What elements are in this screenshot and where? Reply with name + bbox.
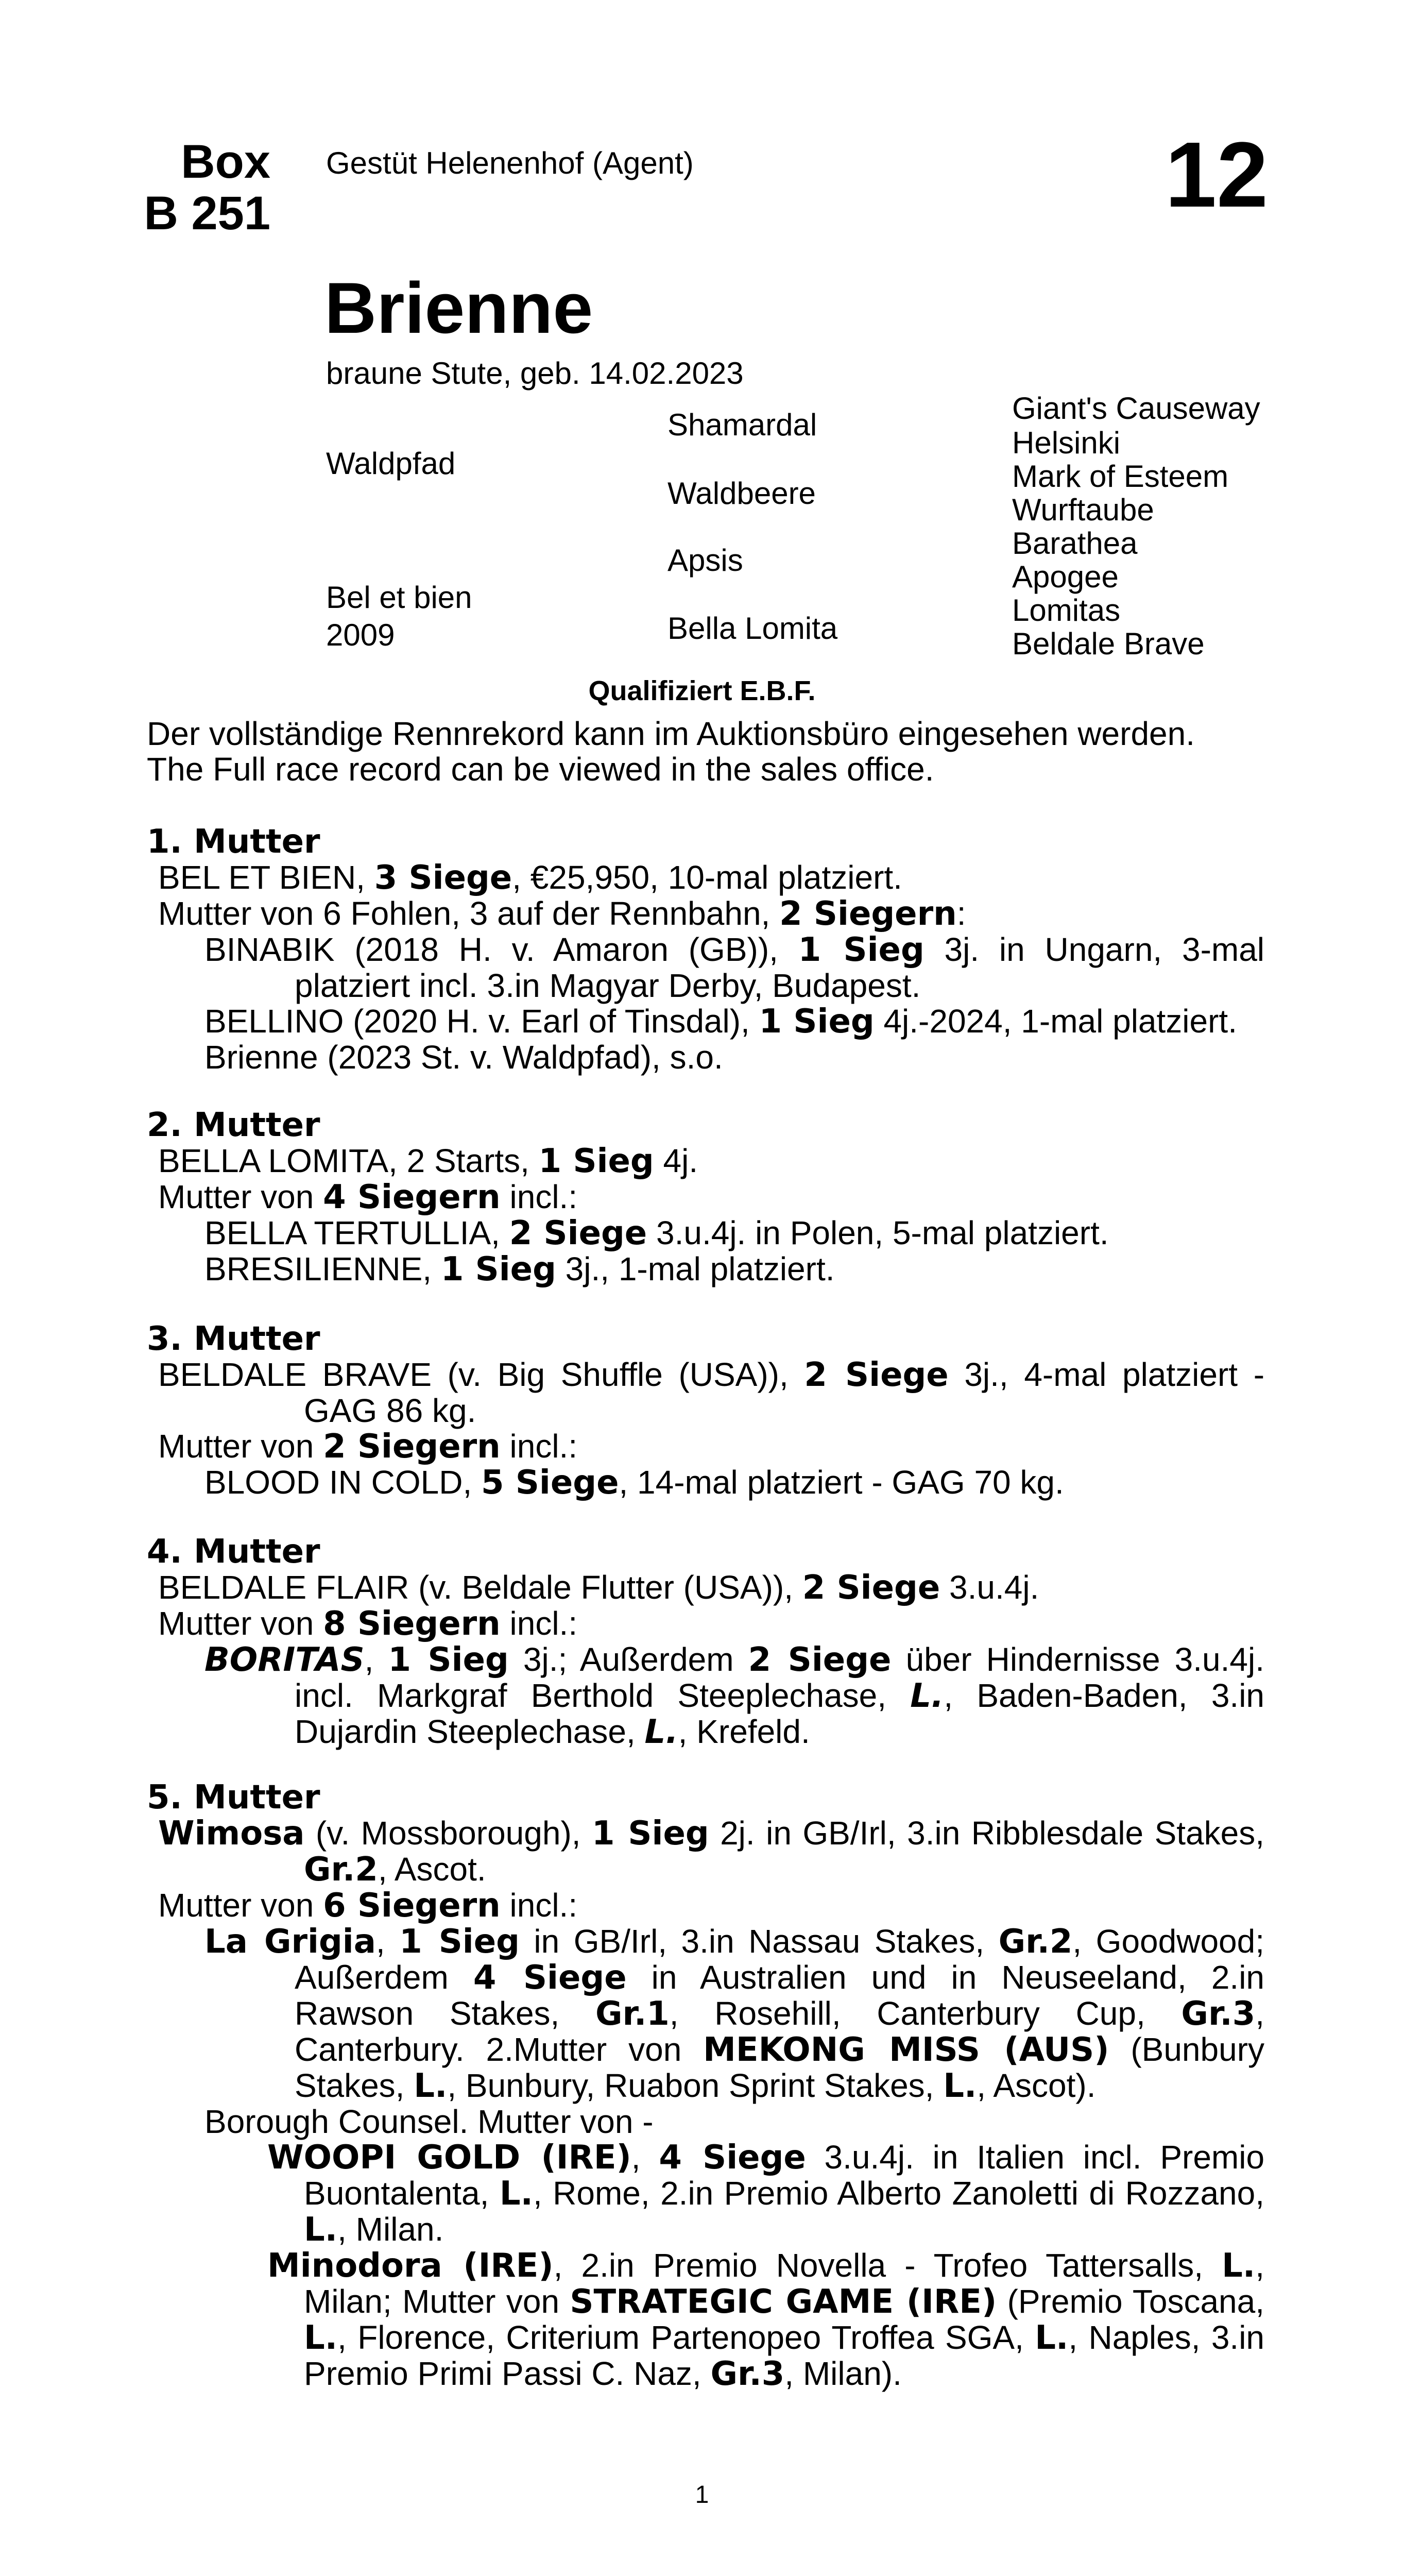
page-number: 1 [695, 2481, 709, 2509]
section-2-mutter [147, 1108, 1264, 1287]
pedigree-gen3-8: Beldale Brave [1012, 626, 1205, 661]
intro-line-de: Der vollständige Rennrekord kann im Auktionsbüro eingesehen werden. [147, 715, 1195, 752]
produce-summary: Mutter von 6 Siegern incl.: [158, 1887, 578, 1925]
pedigree-dam-dam: Bella Lomita [667, 611, 838, 646]
pedigree-sire-sire: Shamardal [667, 408, 817, 442]
produce-entry: WOOPI GOLD (IRE), 4 Siege 3.u.4j. in Italien incl. Premio Buontalenta, L., Rome, 2.in Premio Alberto Zanoletti di Rozzano, L., Milan. [267, 2139, 1265, 2249]
section-heading: 5. Mutter [147, 1778, 320, 1817]
section-1-mutter [147, 824, 1264, 1075]
section-4-mutter [147, 1534, 1264, 1750]
produce-entry: BINABIK (2018 H. v. Amaron (GB)), 1 Sieg 3j. in Ungarn, 3-mal platziert incl. 3.in Magyar Derby, Budapest. [204, 931, 1264, 1004]
pedigree-gen3-6: Apogee [1012, 560, 1119, 594]
produce-entry: BELLA TERTULLIA, 2 Siege 3.u.4j. in Polen, 5-mal platziert. [204, 1214, 1109, 1252]
produce-summary: Mutter von 6 Fohlen, 3 auf der Rennbahn, 2 Siegern: [158, 895, 966, 933]
box-label [139, 135, 270, 240]
produce-entry: BELLINO (2020 H. v. Earl of Tinsdal), 1 Sieg 4j.-2024, 1-mal platziert. [204, 1003, 1237, 1041]
produce-entry: Borough Counsel. Mutter von - [204, 2103, 654, 2140]
intro-text [147, 716, 1195, 787]
pedigree-sire-dam: Waldbeere [667, 476, 816, 511]
section-3-mutter [147, 1321, 1264, 1501]
dam-entry: BELDALE BRAVE (v. Big Shuffle (USA)), 2 Siege 3j., 4-mal platziert - GAG 86 kg. [158, 1356, 1264, 1429]
dam-entry: BEL ET BIEN, 3 Siege, €25,950, 10-mal platziert. [158, 859, 902, 897]
produce-summary: Mutter von 4 Siegern incl.: [158, 1178, 578, 1216]
box-label-line2: B 251 [144, 187, 270, 240]
dam-entry: BELDALE FLAIR (v. Beldale Flutter (USA)), 2 Siege 3.u.4j. [158, 1569, 1039, 1607]
section-heading: 2. Mutter [147, 1106, 320, 1144]
pedigree-gen3-4: Wurftaube [1012, 493, 1154, 527]
pedigree-gen3-3: Mark of Esteem [1012, 459, 1229, 494]
section-heading: 4. Mutter [147, 1533, 320, 1571]
horse-description: braune Stute, geb. 14.02.2023 [326, 356, 744, 391]
produce-entry: BRESILIENNE, 1 Sieg 3j., 1-mal platziert. [204, 1250, 835, 1289]
section-heading: 1. Mutter [147, 823, 320, 861]
produce-entry: Minodora (IRE), 2.in Premio Novella - Trofeo Tattersalls, L., Milan; Mutter von STRATEGIC GAME (IRE) (Premio Toscana, L., Florence, Criterium Partenopeo Troffea SGA, L., Naples, 3.in Premio Primi Passi C. Naz, Gr.3, Milan). [267, 2247, 1265, 2393]
qualification: Qualifiziert E.B.F. [588, 675, 816, 706]
pedigree-gen3-2: Helsinki [1012, 426, 1121, 460]
box-label-line1: Box [181, 135, 270, 188]
consignor: Gestüt Helenenhof (Agent) [326, 146, 694, 180]
horse-name: Brienne [324, 267, 593, 348]
produce-summary: Mutter von 2 Siegern incl.: [158, 1428, 578, 1466]
pedigree-gen3-1: Giant's Causeway [1012, 391, 1260, 426]
produce-entry: BLOOD IN COLD, 5 Siege, 14-mal platziert - GAG 70 kg. [204, 1464, 1064, 1502]
pedigree-dam-year: 2009 [326, 618, 395, 652]
produce-entry: BORITAS, 1 Sieg 3j.; Außerdem 2 Siege über Hindernisse 3.u.4j. incl. Markgraf Berthold Steeplechase, L., Baden-Baden, 3.in Dujardin Steeplechase, L., Krefeld. [204, 1641, 1265, 1751]
pedigree-gen3-5: Barathea [1012, 526, 1138, 561]
produce-entry: Brienne (2023 St. v. Waldpfad), s.o. [204, 1039, 723, 1076]
section-5-mutter [147, 1780, 1264, 2392]
dam-entry: Wimosa (v. Mossborough), 1 Sieg 2j. in GB/Irl, 3.in Ribblesdale Stakes, Gr.2, Ascot. [158, 1815, 1264, 1889]
dam-entry: BELLA LOMITA, 2 Starts, 1 Sieg 4j. [158, 1142, 698, 1180]
lot-number: 12 [1165, 123, 1269, 227]
produce-summary: Mutter von 8 Siegern incl.: [158, 1605, 578, 1643]
produce-entry: La Grigia, 1 Sieg in GB/Irl, 3.in Nassau Stakes, Gr.2, Goodwood; Außerdem 4 Siege in Australien und in Neuseeland, 2.in Rawson Stakes, Gr.1, Rosehill, Canterbury Cup, Gr.3, Canterbury. 2.Mutter von MEKONG MISS (AUS) (Bunbury Stakes, L., Bunbury, Ruabon Sprint Stakes, L., Ascot). [204, 1923, 1265, 2105]
pedigree-gen3-7: Lomitas [1012, 593, 1121, 628]
pedigree-dam-sire: Apsis [667, 543, 743, 578]
pedigree-sire: Waldpfad [326, 446, 456, 481]
pedigree-dam: Bel et bien [326, 580, 472, 615]
intro-line-en: The Full race record can be viewed in the sales office. [147, 751, 934, 788]
section-heading: 3. Mutter [147, 1320, 320, 1358]
